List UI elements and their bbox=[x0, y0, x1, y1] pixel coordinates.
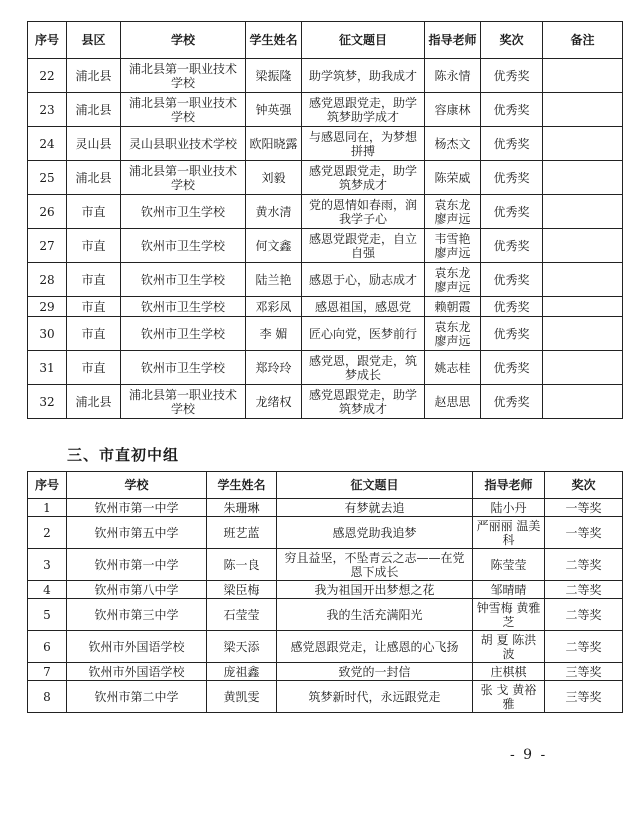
table-row bbox=[28, 599, 623, 631]
cell-county: 市直 bbox=[67, 297, 121, 317]
cell-teacher: 陈莹莹 bbox=[473, 549, 545, 581]
cell-teacher: 袁东龙 廖声远 bbox=[425, 317, 481, 351]
cell-award: 一等奖 bbox=[545, 517, 623, 549]
cell-county: 市直 bbox=[67, 229, 121, 263]
cell-teacher: 陆小丹 bbox=[473, 499, 545, 517]
cell-student: 钟英强 bbox=[246, 93, 302, 127]
cell-award: 优秀奖 bbox=[481, 385, 543, 419]
award-table-junior-high bbox=[27, 471, 623, 713]
cell-award: 优秀奖 bbox=[481, 59, 543, 93]
cell-teacher: 赖朝霞 bbox=[425, 297, 481, 317]
table-row bbox=[28, 229, 623, 263]
cell-no: 30 bbox=[28, 317, 67, 351]
table-row bbox=[28, 663, 623, 681]
cell-award: 优秀奖 bbox=[481, 317, 543, 351]
cell-note bbox=[543, 59, 623, 93]
cell-school: 浦北县第一职业技术学校 bbox=[121, 385, 246, 419]
cell-student: 黄水清 bbox=[246, 195, 302, 229]
cell-note bbox=[543, 263, 623, 297]
section-title: 三、市直初中组 bbox=[67, 446, 180, 464]
cell-student: 梁臣梅 bbox=[207, 581, 277, 599]
table-header-row bbox=[28, 472, 623, 499]
cell-student: 陈一良 bbox=[207, 549, 277, 581]
cell-title: 感党恩跟党走，助学筑梦助学成才 bbox=[302, 93, 425, 127]
cell-no: 4 bbox=[28, 581, 67, 599]
cell-no: 25 bbox=[28, 161, 67, 195]
cell-school: 钦州市卫生学校 bbox=[121, 195, 246, 229]
table-row bbox=[28, 263, 623, 297]
cell-note bbox=[543, 297, 623, 317]
cell-school: 钦州市外国语学校 bbox=[67, 663, 207, 681]
column-header: 学校 bbox=[121, 22, 246, 59]
cell-no: 28 bbox=[28, 263, 67, 297]
cell-award: 优秀奖 bbox=[481, 263, 543, 297]
cell-county: 市直 bbox=[67, 317, 121, 351]
cell-title: 感恩党跟党走，自立自强 bbox=[302, 229, 425, 263]
cell-teacher: 邹晴晴 bbox=[473, 581, 545, 599]
table-row bbox=[28, 581, 623, 599]
cell-teacher: 陈荣威 bbox=[425, 161, 481, 195]
cell-county: 浦北县 bbox=[67, 385, 121, 419]
cell-title: 感恩祖国，感恩党 bbox=[302, 297, 425, 317]
cell-school: 钦州市第一中学 bbox=[67, 549, 207, 581]
cell-title: 感党恩跟党走，助学筑梦成才 bbox=[302, 161, 425, 195]
cell-teacher: 张 戈 黄裕雅 bbox=[473, 681, 545, 713]
cell-no: 2 bbox=[28, 517, 67, 549]
table-row bbox=[28, 549, 623, 581]
cell-title: 与感恩同在，为梦想拼搏 bbox=[302, 127, 425, 161]
cell-no: 1 bbox=[28, 499, 67, 517]
table-row bbox=[28, 161, 623, 195]
cell-school: 钦州市卫生学校 bbox=[121, 297, 246, 317]
cell-title: 感党恩，跟党走，筑梦成长 bbox=[302, 351, 425, 385]
cell-note bbox=[543, 229, 623, 263]
cell-title: 感党恩跟党走，助学筑梦成才 bbox=[302, 385, 425, 419]
cell-student: 陆兰艳 bbox=[246, 263, 302, 297]
cell-no: 31 bbox=[28, 351, 67, 385]
cell-school: 钦州市卫生学校 bbox=[121, 351, 246, 385]
column-header: 备注 bbox=[543, 22, 623, 59]
cell-school: 浦北县第一职业技术学校 bbox=[121, 93, 246, 127]
cell-county: 市直 bbox=[67, 195, 121, 229]
cell-school: 钦州市第八中学 bbox=[67, 581, 207, 599]
cell-student: 邓彩凤 bbox=[246, 297, 302, 317]
table-row bbox=[28, 631, 623, 663]
column-header: 指导老师 bbox=[425, 22, 481, 59]
cell-teacher: 容康林 bbox=[425, 93, 481, 127]
cell-county: 灵山县 bbox=[67, 127, 121, 161]
cell-no: 8 bbox=[28, 681, 67, 713]
cell-county: 浦北县 bbox=[67, 161, 121, 195]
table-row bbox=[28, 681, 623, 713]
cell-no: 29 bbox=[28, 297, 67, 317]
cell-title: 致党的一封信 bbox=[277, 663, 473, 681]
table-row bbox=[28, 351, 623, 385]
column-header: 序号 bbox=[28, 472, 67, 499]
cell-student: 何文鑫 bbox=[246, 229, 302, 263]
cell-county: 市直 bbox=[67, 263, 121, 297]
cell-no: 22 bbox=[28, 59, 67, 93]
column-header: 奖次 bbox=[481, 22, 543, 59]
cell-title: 有梦就去追 bbox=[277, 499, 473, 517]
cell-award: 优秀奖 bbox=[481, 351, 543, 385]
table-row bbox=[28, 59, 623, 93]
cell-award: 三等奖 bbox=[545, 681, 623, 713]
table-row bbox=[28, 317, 623, 351]
cell-teacher: 袁东龙 廖声远 bbox=[425, 263, 481, 297]
cell-no: 6 bbox=[28, 631, 67, 663]
cell-student: 龙绪权 bbox=[246, 385, 302, 419]
column-header: 县区 bbox=[67, 22, 121, 59]
cell-teacher: 胡 夏 陈洪波 bbox=[473, 631, 545, 663]
cell-school: 钦州市卫生学校 bbox=[121, 263, 246, 297]
cell-no: 32 bbox=[28, 385, 67, 419]
column-header: 序号 bbox=[28, 22, 67, 59]
cell-note bbox=[543, 93, 623, 127]
cell-student: 李 媚 bbox=[246, 317, 302, 351]
cell-school: 浦北县第一职业技术学校 bbox=[121, 161, 246, 195]
cell-county: 浦北县 bbox=[67, 59, 121, 93]
cell-teacher: 严丽丽 温美科 bbox=[473, 517, 545, 549]
cell-title: 感党恩跟党走，让感恩的心飞扬 bbox=[277, 631, 473, 663]
cell-note bbox=[543, 195, 623, 229]
cell-note bbox=[543, 127, 623, 161]
cell-school: 钦州市卫生学校 bbox=[121, 317, 246, 351]
cell-county: 市直 bbox=[67, 351, 121, 385]
cell-title: 感恩于心，励志成才 bbox=[302, 263, 425, 297]
cell-teacher: 赵思思 bbox=[425, 385, 481, 419]
cell-no: 26 bbox=[28, 195, 67, 229]
cell-no: 24 bbox=[28, 127, 67, 161]
table-row bbox=[28, 499, 623, 517]
table-row bbox=[28, 127, 623, 161]
cell-teacher: 陈永情 bbox=[425, 59, 481, 93]
column-header: 征文题目 bbox=[277, 472, 473, 499]
table-row bbox=[28, 93, 623, 127]
cell-school: 浦北县第一职业技术学校 bbox=[121, 59, 246, 93]
cell-award: 优秀奖 bbox=[481, 127, 543, 161]
cell-school: 灵山县职业技术学校 bbox=[121, 127, 246, 161]
cell-award: 优秀奖 bbox=[481, 195, 543, 229]
cell-award: 二等奖 bbox=[545, 549, 623, 581]
column-header: 指导老师 bbox=[473, 472, 545, 499]
cell-county: 浦北县 bbox=[67, 93, 121, 127]
cell-note bbox=[543, 161, 623, 195]
cell-no: 7 bbox=[28, 663, 67, 681]
cell-award: 二等奖 bbox=[545, 599, 623, 631]
cell-note bbox=[543, 317, 623, 351]
cell-school: 钦州市第五中学 bbox=[67, 517, 207, 549]
cell-student: 梁振隆 bbox=[246, 59, 302, 93]
column-header: 学校 bbox=[67, 472, 207, 499]
cell-title: 我为祖国开出梦想之花 bbox=[277, 581, 473, 599]
cell-title: 我的生活充满阳光 bbox=[277, 599, 473, 631]
cell-award: 二等奖 bbox=[545, 631, 623, 663]
cell-student: 刘毅 bbox=[246, 161, 302, 195]
cell-award: 优秀奖 bbox=[481, 161, 543, 195]
cell-student: 班艺蓝 bbox=[207, 517, 277, 549]
cell-award: 一等奖 bbox=[545, 499, 623, 517]
cell-no: 27 bbox=[28, 229, 67, 263]
cell-no: 5 bbox=[28, 599, 67, 631]
cell-teacher: 庄棋棋 bbox=[473, 663, 545, 681]
cell-title: 感恩党助我追梦 bbox=[277, 517, 473, 549]
cell-student: 黄凯雯 bbox=[207, 681, 277, 713]
cell-teacher: 韦雪艳 廖声远 bbox=[425, 229, 481, 263]
cell-school: 钦州市第一中学 bbox=[67, 499, 207, 517]
table-row bbox=[28, 517, 623, 549]
award-table-vocational bbox=[27, 21, 623, 419]
table-row bbox=[28, 297, 623, 317]
cell-award: 优秀奖 bbox=[481, 229, 543, 263]
cell-title: 筑梦新时代，永远跟党走 bbox=[277, 681, 473, 713]
cell-teacher: 钟雪梅 黄雅芝 bbox=[473, 599, 545, 631]
table-header-row bbox=[28, 22, 623, 59]
cell-school: 钦州市第二中学 bbox=[67, 681, 207, 713]
cell-award: 优秀奖 bbox=[481, 297, 543, 317]
cell-award: 二等奖 bbox=[545, 581, 623, 599]
cell-teacher: 袁东龙 廖声远 bbox=[425, 195, 481, 229]
cell-student: 郑玲玲 bbox=[246, 351, 302, 385]
cell-title: 穷且益坚，不坠青云之志——在党恩下成长 bbox=[277, 549, 473, 581]
column-header: 学生姓名 bbox=[207, 472, 277, 499]
cell-no: 23 bbox=[28, 93, 67, 127]
column-header: 奖次 bbox=[545, 472, 623, 499]
table-row bbox=[28, 195, 623, 229]
table-row bbox=[28, 385, 623, 419]
cell-student: 石莹莹 bbox=[207, 599, 277, 631]
cell-title: 助学筑梦，助我成才 bbox=[302, 59, 425, 93]
cell-title: 匠心向党，医梦前行 bbox=[302, 317, 425, 351]
cell-note bbox=[543, 385, 623, 419]
cell-school: 钦州市外国语学校 bbox=[67, 631, 207, 663]
cell-no: 3 bbox=[28, 549, 67, 581]
cell-title: 党的恩情如春雨，润我学子心 bbox=[302, 195, 425, 229]
cell-award: 优秀奖 bbox=[481, 93, 543, 127]
cell-teacher: 姚志桂 bbox=[425, 351, 481, 385]
cell-student: 梁天添 bbox=[207, 631, 277, 663]
column-header: 征文题目 bbox=[302, 22, 425, 59]
cell-school: 钦州市卫生学校 bbox=[121, 229, 246, 263]
cell-note bbox=[543, 351, 623, 385]
cell-award: 三等奖 bbox=[545, 663, 623, 681]
cell-teacher: 杨杰文 bbox=[425, 127, 481, 161]
page-number: - 9 - bbox=[510, 747, 548, 763]
cell-student: 欧阳晓露 bbox=[246, 127, 302, 161]
column-header: 学生姓名 bbox=[246, 22, 302, 59]
cell-school: 钦州市第三中学 bbox=[67, 599, 207, 631]
cell-student: 朱珊琳 bbox=[207, 499, 277, 517]
cell-student: 庞祖鑫 bbox=[207, 663, 277, 681]
